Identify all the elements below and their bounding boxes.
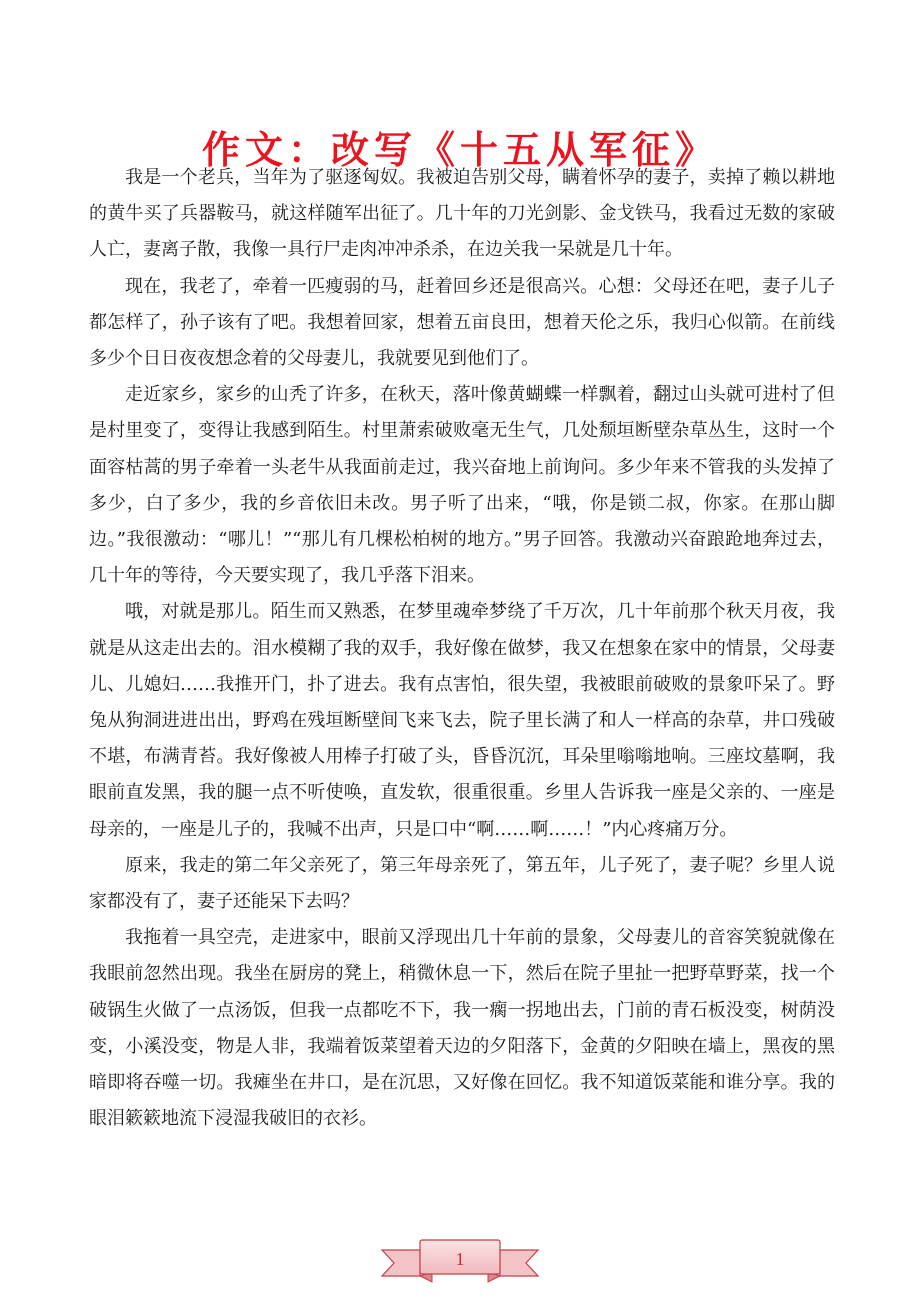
paragraph: 我拖着一具空壳，走进家中，眼前又浮现出几十年前的景象，父母妻儿的音容笑貌就像在我眼前忽然出现。我坐在厨房的凳上，稍微休息一下，然后在院子里扯一把野草野菜，找一个破锅生火做了一点汤饭，但我一点都吃不下，我一瘸一拐地出去，门前的青石板没变，树荫没变，小溪没变，物是人非，我端着饭菜望着天边的夕阳落下，金黄的夕阳映在墙上，黑夜的黑暗即将吞噬一切。我瘫坐在井口，是在沉思，又好像在回忆。我不知道饭菜能和谁分享。我的眼泪簌簌地流下浸湿我破旧的衣衫。 <box>89 927 835 1130</box>
page-number: 1 <box>455 1249 465 1269</box>
paragraph: 我是一个老兵，当年为了驱逐匈奴。我被迫告别父母，瞒着怀孕的妻子，卖掉了赖以耕地的黄牛买了兵器鞍马，就这样随军出征了。几十年的刀光剑影、金戈铁马，我看过无数的家破人亡，妻离子散，我像一具行尸走肉冲冲杀杀，在边关我一呆就是几十年。 <box>89 167 835 261</box>
paragraph: 原来，我走的第二年父亲死了，第三年母亲死了，第五年，儿子死了，妻子呢？乡里人说家都没有了，妻子还能呆下去吗？ <box>89 854 835 913</box>
paragraph: 走近家乡，家乡的山秃了许多，在秋天，落叶像黄蝴蝶一样飘着，翻过山头就可进村了但是村里变了，变得让我感到陌生。村里萧索破败毫无生气，几处颓垣断壁杂草丛生，这时一个面容枯蒿的男子牵着一头老牛从我面前走过，我兴奋地上前询问。多少年来不管我的头发掉了多少，白了多少，我的乡音依旧未改。男子听了出来，“哦，你是锁二叔，你家。在那山脚边。”我很激动：“哪儿！”“那儿有几棵松柏树的地方。”男子回答。我激动兴奋踉跄地奔过去，几十年的等待，今天要实现了，我几乎落下泪来。 <box>89 384 835 587</box>
paragraph: 现在，我老了，牵着一匹瘦弱的马，赶着回乡还是很高兴。心想：父母还在吧，妻子儿子都怎样了，孙子该有了吧。我想着回家，想着五亩良田，想着天伦之乐，我归心似箭。在前线多少个日日夜夜想念着的父母妻儿，我就要见到他们了。 <box>89 275 835 370</box>
document-body <box>89 160 835 1137</box>
page-footer <box>380 1232 540 1292</box>
document-title: 作文：改写《十五从军征》 <box>201 127 718 173</box>
paragraph: 哦，对就是那儿。陌生而又熟悉，在梦里魂牵梦绕了千万次，几十年前那个秋天月夜，我就是从这走出去的。泪水模糊了我的双手，我好像在做梦，我又在想象在家中的情景，父母妻儿、儿媳妇……我推开门，扑了进去。我有点害怕，很失望，我被眼前破败的景象吓呆了。野兔从狗洞进进出出，野鸡在残垣断壁间飞来飞去，院子里长满了和人一样高的杂草，井口残破不堪，布满青苔。我好像被人用棒子打破了头，昏昏沉沉，耳朵里嗡嗡地响。三座坟墓啊，我眼前直发黑，我的腿一点不听使唤，直发软，很重很重。乡里人告诉我一座是父亲的、一座是母亲的，一座是儿子的，我喊不出声，只是口中“啊……啊……！”内心疼痛万分。 <box>89 601 835 840</box>
